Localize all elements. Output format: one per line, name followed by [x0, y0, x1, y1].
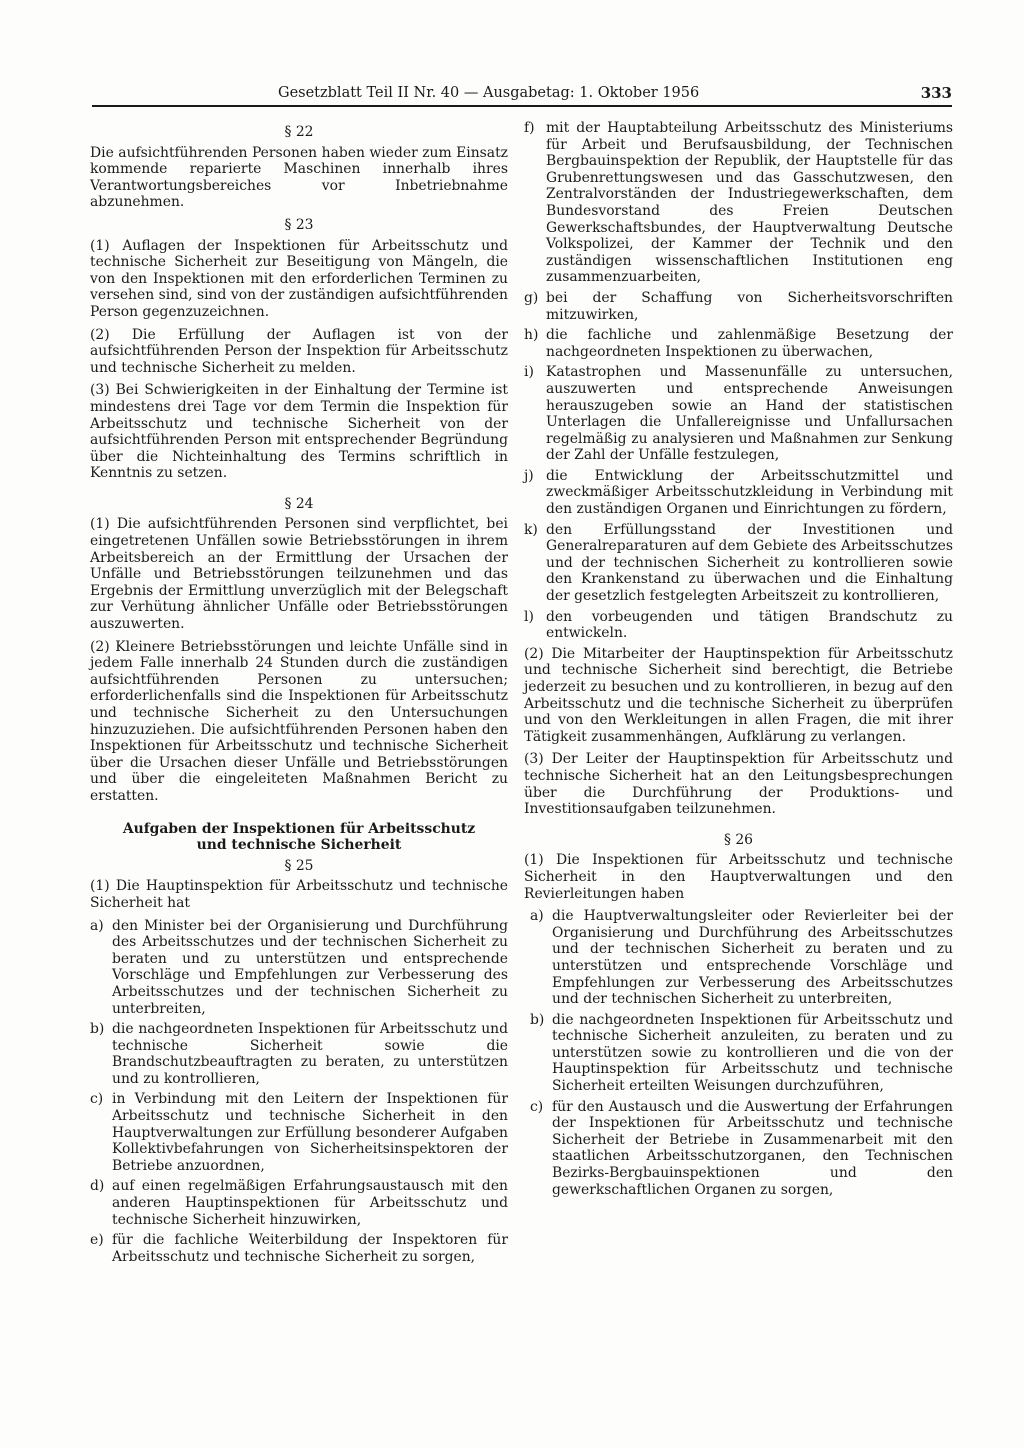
list-item-text: für die fachliche Weiterbildung der Inspektoren für Arbeitsschutz und technische Sicherheit zu sorgen, — [112, 1232, 508, 1265]
list-item — [90, 1021, 508, 1087]
list-item-label: b) — [90, 1021, 105, 1038]
list-item-label: l) — [524, 608, 534, 625]
section-24-paragraph-2: (2) Kleinere Betriebsstörungen und leichte Unfälle sind in jedem Falle innerhalb 24 Stunden durch die zuständigen aufsichtführenden Personen zu untersuchen; erforderlichenfalls sind die Inspektionen für Arbeitsschutz und technische Sicherheit zu den Untersuchungen hinzuzuziehen. Die aufsichtführenden Personen haben den Inspektionen für Arbeitsschutz und technische Sicherheit über die Ursachen dieser Unfälle und Betriebsstörungen und über die eingeleiteten Maßnahmen Bericht zu erstatten. — [90, 638, 508, 804]
page-number: 333 — [920, 84, 952, 102]
list-item — [90, 1232, 508, 1265]
list-item — [524, 327, 953, 360]
list-item-text: bei der Schaffung von Sicherheitsvorschriften mitzuwirken, — [546, 289, 953, 323]
section-22-title: § 22 — [284, 124, 314, 140]
list-item-label: h) — [524, 327, 539, 344]
chapter-heading-line-2: und technische Sicherheit — [196, 837, 402, 854]
list-item-text: die Hauptverwaltungsleiter oder Revierleiter bei der Organisierung und Durchführung des Arbeitsschutzes und der technischen Sicherheit zu beraten und zu unterstützen und entsprechende Vorschläge und Empfehlungen zur Verbesserung des Arbeitsschutzes und der technischen Sicherheit zu unterbreiten, — [552, 908, 953, 1008]
list-item-label: g) — [524, 289, 539, 306]
section-23-title: § 23 — [284, 216, 314, 233]
list-item-label: i) — [524, 364, 534, 381]
list-item — [524, 522, 953, 605]
list-item-label: j) — [524, 467, 534, 484]
list-item — [524, 908, 953, 1008]
section-25-paragraph-2: (2) Die Mitarbeiter der Hauptinspektion für Arbeitsschutz und technische Sicherheit sind berechtigt, die Betriebe jederzeit zu besuchen und zu kontrollieren, in bezug auf den Arbeitsschutz und die technische Sicherheit zu überprüfen und von den Werkleitungen in allen Fragen, die mit ihrer Tätigkeit zusammenhängen, Aufklärung zu verlangen. — [524, 645, 953, 745]
section-23-paragraph-1: (1) Auflagen der Inspektionen für Arbeitsschutz und technische Sicherheit zur Beseitigung von Mängeln, die von den Inspektionen mit den erforderlichen Terminen zu versehen sind, sind von der zuständigen aufsichtführenden Person gegenzuzeichnen. — [90, 237, 508, 320]
list-item-text: den Minister bei der Organisierung und Durchführung des Arbeitsschutzes und der technischen Sicherheit zu beraten und zu unterstützen und entsprechende Vorschläge und Empfehlungen zur Verbesserung des Arbeitsschutzes und der technischen Sicherheit zu unterbreiten, — [112, 917, 508, 1017]
list-item-text: die nachgeordneten Inspektionen für Arbeitsschutz und technische Sicherheit sowie die Brandschutzbeauftragten zu beraten, zu unterstützen und zu kontrollieren, — [112, 1021, 508, 1087]
list-item — [524, 1012, 953, 1095]
header-rule — [92, 105, 952, 107]
section-22-paragraph: Die aufsichtführenden Personen haben wieder zum Einsatz kommende reparierte Maschinen innerhalb ihres Verantwortungsbereiches vor Inbetriebnahme abzunehmen. — [90, 144, 508, 211]
list-item-text: den Erfüllungsstand der Investitionen und Generalreparaturen auf dem Gebiete des Arbeitsschutzes und der technischen Sicherheit zu kontrollieren sowie den Krankenstand zu überwachen und die Einhaltung der gesetzlich festgelegten Arbeitszeit zu kontrollieren, — [546, 521, 953, 605]
list-item-text: den vorbeugenden und tätigen Brandschutz zu entwickeln. — [546, 608, 953, 642]
section-25-paragraph-3: (3) Der Leiter der Hauptinspektion für Arbeitsschutz und technische Sicherheit hat an den Leitungsbesprechungen über die Durchführung der Produktions- und Investitionsaufgaben teilzunehmen. — [524, 751, 953, 818]
list-item — [524, 468, 953, 518]
right-column — [524, 120, 953, 1202]
section-23-paragraph-3: (3) Bei Schwierigkeiten in der Einhaltung der Termine ist mindestens drei Tage vor dem Termin die Inspektion für Arbeitsschutz und technische Sicherheit von der aufsichtführenden Person mit entsprechender Begründung über die Nichteinhaltung des Termins schriftlich in Kenntnis zu setzen. — [90, 382, 508, 482]
list-item-label: k) — [524, 521, 538, 538]
list-item-text: die nachgeordneten Inspektionen für Arbeitsschutz und technische Sicherheit anzuleiten, zu beraten und zu unterstützen sowie zu kontrollieren und die von der Hauptinspektion für Arbeitsschutz und technische Sicherheit erteilten Weisungen durchzuführen, — [552, 1011, 953, 1095]
list-item — [524, 364, 953, 464]
list-item — [90, 918, 508, 1018]
list-item-text: die fachliche und zahlenmäßige Besetzung der nachgeordneten Inspektionen zu überwachen, — [546, 327, 953, 360]
list-item-label: d) — [90, 1178, 105, 1195]
section-23-paragraph-2: (2) Die Erfüllung der Auflagen ist von der aufsichtführenden Person der Inspektion für Arbeitsschutz und technische Sicherheit zu melden. — [90, 326, 508, 376]
section-24-title: § 24 — [284, 495, 314, 512]
list-item — [524, 120, 953, 286]
list-item — [524, 290, 953, 323]
section-25-title: § 25 — [284, 857, 314, 874]
list-item-text: in Verbindung mit den Leitern der Inspektionen für Arbeitsschutz und technische Sicherheit in den Hauptverwaltungen zur Erfüllung besonderer Aufgaben Kollektivbefahrungen von Sicherheitsinspektoren der Betriebe anzuordnen, — [112, 1091, 508, 1174]
list-item-label: b) — [530, 1011, 545, 1028]
list-item — [524, 1099, 953, 1199]
list-item — [90, 1091, 508, 1174]
list-item-label: a) — [90, 917, 104, 934]
section-26-title: § 26 — [723, 831, 754, 848]
list-item-text: Katastrophen und Massenunfälle zu untersuchen, auszuwerten und entsprechende Anweisungen herauszugeben sowie an Hand der statistischen Unterlagen die Unfallereignisse und Unfallursachen regelmäßig zu analysieren und Maßnahmen zur Senkung der Zahl der Unfälle festzulegen, — [546, 364, 953, 464]
section-24-paragraph-1: (1) Die aufsichtführenden Personen sind verpflichtet, bei eingetretenen Unfällen sowie Betriebsstörungen in ihrem Arbeitsbereich an der Ermittlung der Ursachen der Unfälle und Betriebsstörungen teilzunehmen und das Ergebnis der Ermittlung unverzüglich mit der Belegschaft zur Verhütung ähnlicher Unfälle oder Betriebsstörungen auszuwerten. — [90, 516, 508, 633]
list-item-text: für den Austausch und die Auswertung der Erfahrungen der Inspektionen für Arbeitsschutz und technische Sicherheit der Betriebe in Zusammenarbeit mit den staatlichen Arbeitsschutzorganen, den Technischen Bezirks-Bergbauinspektionen und den gewerkschaftlichen Organen zu sorgen, — [552, 1098, 953, 1198]
chapter-heading-line-1: Aufgaben der Inspektionen für Arbeitsschutz — [122, 820, 476, 837]
list-item-label: a) — [530, 908, 544, 925]
section-26-intro: (1) Die Inspektionen für Arbeitsschutz und technische Sicherheit in den Hauptverwaltungen und den Revierleitungen haben — [524, 852, 953, 902]
list-item-text: die Entwicklung der Arbeitsschutzmittel und zweckmäßiger Arbeitsschutzkleidung in Verbindung mit den zuständigen Organen und Einrichtungen zu fördern, — [546, 467, 953, 518]
section-25-intro: (1) Die Hauptinspektion für Arbeitsschutz und technische Sicherheit hat — [90, 878, 508, 911]
list-item-label: c) — [90, 1091, 104, 1108]
list-item-label: c) — [530, 1098, 544, 1115]
list-item-text: auf einen regelmäßigen Erfahrungsaustausch mit den anderen Hauptinspektionen für Arbeitsschutz und technische Sicherheit hinzuwirken, — [112, 1178, 508, 1228]
header-title: Gesetzblatt Teil II Nr. 40 — Ausgabetag: 1. Oktober 1956 — [278, 85, 700, 101]
list-item-text: mit der Hauptabteilung Arbeitsschutz des Ministeriums für Arbeit und Berufsausbildung, der Technischen Bergbauinspektion der Republik, der Hauptstelle für das Grubenrettungswesen und das Gasschutzwesen, den Zentralvorständen der Industriegewerkschaften, dem Bundesvorstand des Freien Deutschen Gewerkschaftsbundes, der Hauptverwaltung Deutsche Volkspolizei, der Kammer der Technik und den zuständigen wissenschaftlichen Institutionen eng zusammenzuarbeiten, — [546, 120, 953, 286]
list-item-label: f) — [524, 120, 535, 136]
list-item — [90, 1178, 508, 1228]
list-item-label: e) — [90, 1232, 104, 1249]
left-column — [90, 120, 508, 1269]
chapter-heading — [90, 821, 508, 854]
list-item — [524, 609, 953, 642]
